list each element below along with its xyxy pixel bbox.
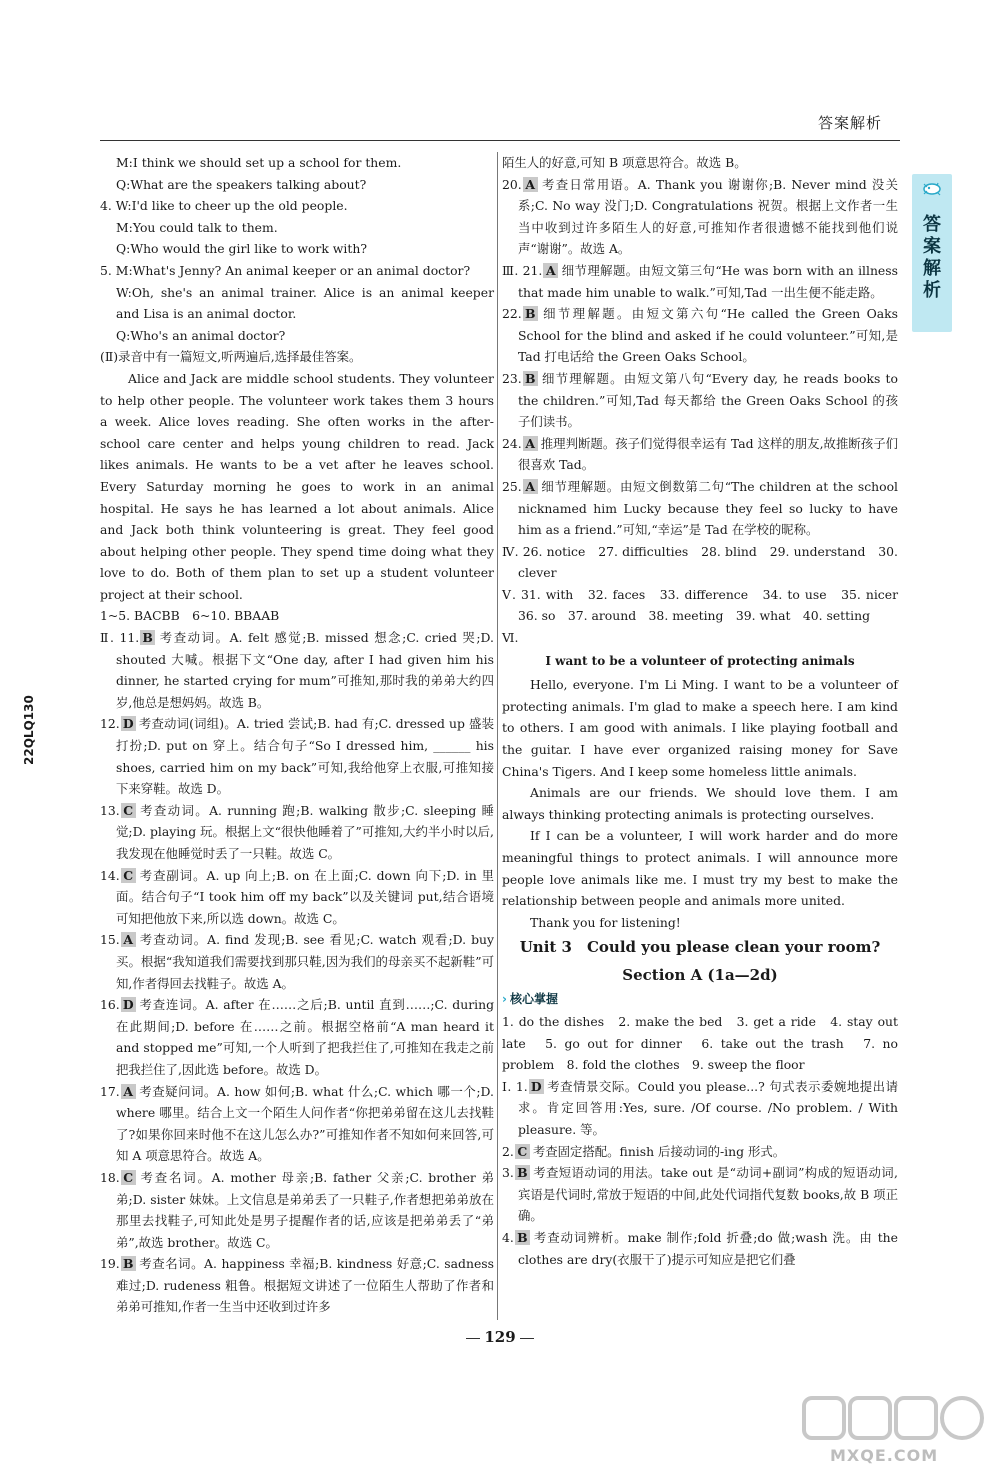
paragraph-text: 考查动词辨析。make 制作;fold 折叠;do 做;wash 洗。由 the clothes are dry(衣服干了)提示可知应是把它们叠 — [518, 1229, 898, 1267]
question-number: Ⅲ. 21. — [502, 262, 543, 278]
answer-item — [502, 260, 898, 303]
question-number: 23. — [502, 370, 522, 386]
paragraph-text: 考查短语动词的用法。take out 是“动词+副词”构成的短语动词,宾语是代词时,常放于短语的中间,此处代词指代复数 books,故 B 项正确。 — [518, 1165, 898, 1224]
answer-letter-badge: A — [523, 479, 538, 494]
text-paragraph — [502, 912, 898, 934]
paragraph-text: 考查名词。A. happiness 幸福;B. kindness 好意;C. sadness 难过;D. rudeness 粗鲁。根据短文讲述了一位陌生人帮助了作者和弟弟可推知,作者一生当中还收到过许多 — [116, 1256, 494, 1315]
question-number: 4. — [502, 1229, 514, 1245]
paragraph-text: 细节理解题。由短文倒数第二句“The children at the school nicknamed him Lucky because they feel so lucky to have him as a friend.”可知,“幸运”是 Tad 在学校的昵称。 — [518, 478, 898, 538]
answer-item — [502, 476, 898, 541]
column-divider — [497, 152, 498, 1320]
answer-letter-badge: A — [543, 263, 558, 278]
question-number: 19. — [100, 1256, 120, 1272]
text-paragraph — [502, 584, 911, 627]
answer-letter-badge: B — [515, 1230, 530, 1245]
answer-letter-badge: B — [121, 1256, 136, 1271]
text-paragraph — [100, 346, 494, 368]
paragraph-text: 考查名词。A. mother 母亲;B. father 父亲;C. brother 弟弟;D. sister 妹妹。上文信息是弟弟丢了一只鞋子,作者想把弟弟放在那里去找鞋子,可知此处是男子提醒作者的话,应该是把弟弟丢了“弟弟”,故选 brother。故选 C。 — [116, 1169, 494, 1250]
paragraph-text: I want to be a volunteer of protecting animals — [545, 653, 855, 668]
text-paragraph — [502, 1011, 898, 1076]
text-paragraph — [502, 961, 898, 989]
paragraph-text: Animals are our friends. We should love them. I am always thinking protecting animals is protecting ourselves. — [502, 785, 898, 822]
answer-item — [502, 1076, 898, 1141]
page-header-title: 答案解析 — [818, 114, 883, 132]
chevron-right-icon: › — [502, 992, 507, 1007]
text-paragraph — [100, 605, 494, 627]
answer-item — [100, 865, 494, 930]
answer-item — [100, 1167, 494, 1253]
paragraph-text: 1. do the dishes 2. make the bed 3. get a ride 4. stay out late 5. go out for dinner 6. take out the trash 7. no problem 8. fold the clothes 9. sweep the floor — [502, 1013, 898, 1073]
paragraph-text: Ⅵ. — [502, 630, 519, 646]
answer-item — [100, 800, 494, 865]
question-number: 22. — [502, 306, 522, 322]
answer-letter-badge: B — [515, 1165, 530, 1180]
paragraph-text: 考查疑问词。A. how 如何;B. what 什么;C. which 哪一个;D. where 哪里。结合上文一个陌生人问作者“你把弟弟留在这儿去找鞋了?如果你回来时他不在这儿怎么办?”可推知作者不知如何来回答,可知 A 项意思符合。故选 A。 — [116, 1083, 494, 1164]
answer-item — [502, 174, 898, 260]
paragraph-text: Unit 3 Could you please clean your room? — [519, 938, 881, 957]
answer-item — [502, 1227, 898, 1270]
answer-item — [502, 1162, 898, 1227]
question-number: 14. — [100, 867, 120, 883]
left-column — [100, 152, 494, 1320]
answer-item — [100, 1253, 494, 1318]
question-number: 20. — [502, 176, 522, 192]
paragraph-text: 考查日常用语。A. Thank you 谢谢你;B. Never mind 没关系;C. No way 没门;D. Congratulations 祝贺。根据上文作者一生当中收到过许多陌生人的好意,可推知作者很遗憾不能找到他们说声“谢谢”。故选 A。 — [518, 176, 898, 257]
answer-letter-badge: B — [523, 306, 538, 321]
right-column — [502, 152, 911, 1320]
text-paragraph — [100, 368, 494, 606]
paragraph-text: 4. W:I'd like to cheer up the old people. — [100, 198, 348, 214]
text-paragraph — [502, 627, 898, 649]
text-paragraph — [100, 282, 494, 325]
paragraph-text: Q:Who would the girl like to work with? — [116, 241, 367, 257]
answer-letter-badge: D — [529, 1079, 544, 1094]
section-heading — [502, 989, 898, 1011]
question-number: 18. — [100, 1169, 120, 1185]
paragraph-text: 细节理解题。由短文第三句“He was born with an illness that made him unable to walk.”可知,Tad 一出生便不能走路。 — [518, 262, 898, 300]
paragraph-text: W:Oh, she's an animal trainer. Alice is an animal keeper and Lisa is an animal doctor. — [116, 284, 494, 322]
question-number: 13. — [100, 802, 120, 818]
answer-letter-badge: D — [121, 716, 136, 731]
page-number: 129 — [462, 1328, 538, 1346]
paragraph-text: Q:Who's an animal doctor? — [116, 327, 286, 343]
answer-letter-badge: B — [523, 371, 538, 386]
side-tab-label: 答案解析 — [923, 214, 941, 301]
paragraph-text: 考查动词。A. find 发现;B. see 看见;C. watch 观看;D. buy 买。根据“我知道我们需要找到那只鞋,因为我们的母亲买不起新鞋”可知,作者得回去找鞋子。故选 A。 — [116, 932, 494, 991]
paragraph-text: M:You could talk to them. — [116, 219, 278, 235]
question-number: Ⅱ. 11. — [100, 630, 140, 646]
paragraph-text: 考查连词。A. after 在……之后;B. until 直到……;C. during 在此期间;D. before 在……之前。根据空格前“A man heard it and stopped me”可知,一个人听到了把我拦住了,可推知在我走之前把我拦住了,因此选 before。故选 D。 — [116, 997, 494, 1077]
paragraph-text: 考查情景交际。Could you please...? 句式表示委婉地提出请求。肯定回答用:Yes, sure. /Of course. /No problem. / With pleasure. 等。 — [518, 1078, 899, 1137]
answer-letter-badge: D — [121, 997, 136, 1012]
answer-item — [100, 1081, 494, 1167]
answer-item — [502, 433, 898, 476]
question-number: 3. — [502, 1165, 514, 1181]
question-number: Ⅰ. 1. — [502, 1078, 528, 1094]
paragraph-text: Section A (1a—2d) — [622, 966, 778, 985]
paragraph-text: Q:What are the speakers talking about? — [116, 176, 367, 192]
answer-letter-badge: A — [121, 932, 136, 947]
question-number: 15. — [100, 932, 120, 948]
paragraph-text: (Ⅱ)录音中有一篇短文,听两遍后,选择最佳答案。 — [100, 349, 362, 365]
answer-letter-badge: C — [121, 803, 136, 818]
answer-item — [100, 627, 494, 713]
paragraph-text: 细节理解题。由短文第六句“He called the Green Oaks School for the blind and asked if he could volunteer.”可知,是 Tad 打电话给 the Green Oaks School。 — [518, 306, 898, 365]
text-paragraph — [100, 217, 494, 239]
paragraph-text: 考查动词。A. felt 感觉;B. missed 想念;C. cried 哭;D. shouted 大喊。根据下文“One day, after I had given him his dinner, he started crying for mum”可推知,那时我的弟弟大约四岁,他总是想妈妈。故选 B。 — [116, 630, 494, 710]
answer-letter-badge: A — [523, 177, 538, 192]
question-number: 16. — [100, 997, 120, 1013]
text-paragraph — [502, 933, 898, 961]
answer-item — [100, 929, 494, 994]
fish-logo-icon — [921, 178, 943, 200]
text-paragraph — [100, 152, 494, 174]
text-paragraph — [502, 541, 898, 584]
paragraph-text: Thank you for listening! — [530, 914, 681, 930]
paragraph-text: 考查固定搭配。finish 后接动词的-ing 形式。 — [532, 1143, 786, 1159]
text-paragraph — [502, 825, 898, 911]
paragraph-text: 细节理解题。由短文第八句“Every day, he reads books to the children.”可知,Tad 每天都给 the Green Oaks School 的孩子们读书。 — [518, 370, 898, 430]
text-paragraph — [100, 238, 494, 260]
paragraph-text: 5. M:What's Jenny? An animal keeper or an animal doctor? — [100, 262, 471, 278]
answer-letter-badge: C — [121, 868, 136, 883]
text-paragraph — [502, 782, 898, 825]
paragraph-text: 考查副词。A. up 向上;B. on 在上面;C. down 向下;D. in 里面。结合句子“I took him off my back”以及关键词 put,结合语境可知把他放下来,所以选 down。故选 C。 — [116, 867, 494, 926]
paragraph-text: Hello, everyone. I'm Li Ming. I want to be a volunteer of protecting animals. I'm glad to make a speech here. I am kind to others. I am good with animals. I like playing football and the guitar. I have ever organized raising money for Save China's Tigers. And I keep some homeless little animals. — [502, 677, 898, 779]
text-paragraph — [502, 651, 898, 673]
text-paragraph — [502, 674, 898, 782]
text-paragraph — [100, 260, 494, 282]
answer-letter-badge: B — [140, 630, 155, 645]
paragraph-text: 考查动词(词组)。A. tried 尝试;B. had 有;C. dressed up 盛装打扮;D. put on 穿上。结合句子“So I dressed him, ______ his shoes, carried him on my back”可知,我给他穿上衣服,可推知接下来穿鞋。故选 D。 — [116, 716, 494, 797]
side-tab — [912, 174, 952, 332]
question-number: 2. — [502, 1143, 514, 1159]
answer-letter-badge: A — [121, 1084, 136, 1099]
paragraph-text: 考查动词。A. running 跑;B. walking 散步;C. sleeping 睡觉;D. playing 玩。根据上文“很快他睡着了”可推知,大约半小时以后,我发现在他睡觉时丢了一只鞋。故选 C。 — [116, 802, 494, 861]
text-paragraph — [100, 325, 494, 347]
answer-item — [502, 1141, 898, 1163]
book-code: 22QLQ130 — [22, 695, 36, 765]
text-paragraph — [502, 152, 898, 174]
answer-letter-badge: A — [523, 436, 538, 451]
paragraph-text: If I can be a volunteer, I will work harder and do more meaningful things to protect animals. I will announce more people love animals like me. I must try my best to make the relationship between people and animals more united. — [502, 828, 898, 909]
paragraph-text: Alice and Jack are middle school students. They volunteer to help other people. The volunteer work takes them 3 hours a week. Alice loves reading. She often works in the after-school care center and helps young children to read. Jack likes animals. He wants to be a vet after he leaves school. Every Saturday morning he goes to work in an animal hospital. He says he has learned a lot about animals. Alice and Jack both think volunteering is great. They feel good about helping other people. They spend time doing what they love to do. Both of them plan to set up a student volunteer project at their school. — [100, 370, 494, 602]
paragraph-text: Ⅳ. 26. notice 27. difficulties 28. blind 29. understand 30. clever — [502, 543, 898, 581]
answer-item — [100, 713, 494, 799]
text-paragraph — [100, 174, 494, 196]
paragraph-text: 1~5. BACBB 6~10. BBAAB — [100, 608, 280, 624]
question-number: 17. — [100, 1083, 120, 1099]
answer-item — [502, 303, 898, 368]
question-number: 12. — [100, 716, 120, 732]
section-heading-text: 核心掌握 — [509, 992, 558, 1007]
answer-item — [502, 368, 898, 433]
paragraph-text: 推理判断题。孩子们觉得很幸运有 Tad 这样的朋友,故推断孩子们很喜欢 Tad。 — [518, 435, 898, 473]
answer-item — [100, 994, 494, 1080]
question-number: 25. — [502, 478, 522, 494]
text-paragraph — [100, 195, 494, 217]
paragraph-text: M:I think we should set up a school for them. — [116, 155, 402, 170]
answer-letter-badge: C — [515, 1144, 530, 1159]
watermark-text: MXQE.COM — [830, 1446, 939, 1465]
answer-letter-badge: C — [121, 1170, 136, 1185]
header-divider — [100, 140, 900, 141]
paragraph-text: Ⅴ. 31. with 32. faces 33. difference 34. to use 35. nicer 36. so 37. around 38. meeting 39. what 40. setting — [502, 586, 911, 624]
question-number: 24. — [502, 435, 522, 451]
paragraph-text: 陌生人的好意,可知 B 项意思符合。故选 B。 — [502, 155, 747, 170]
